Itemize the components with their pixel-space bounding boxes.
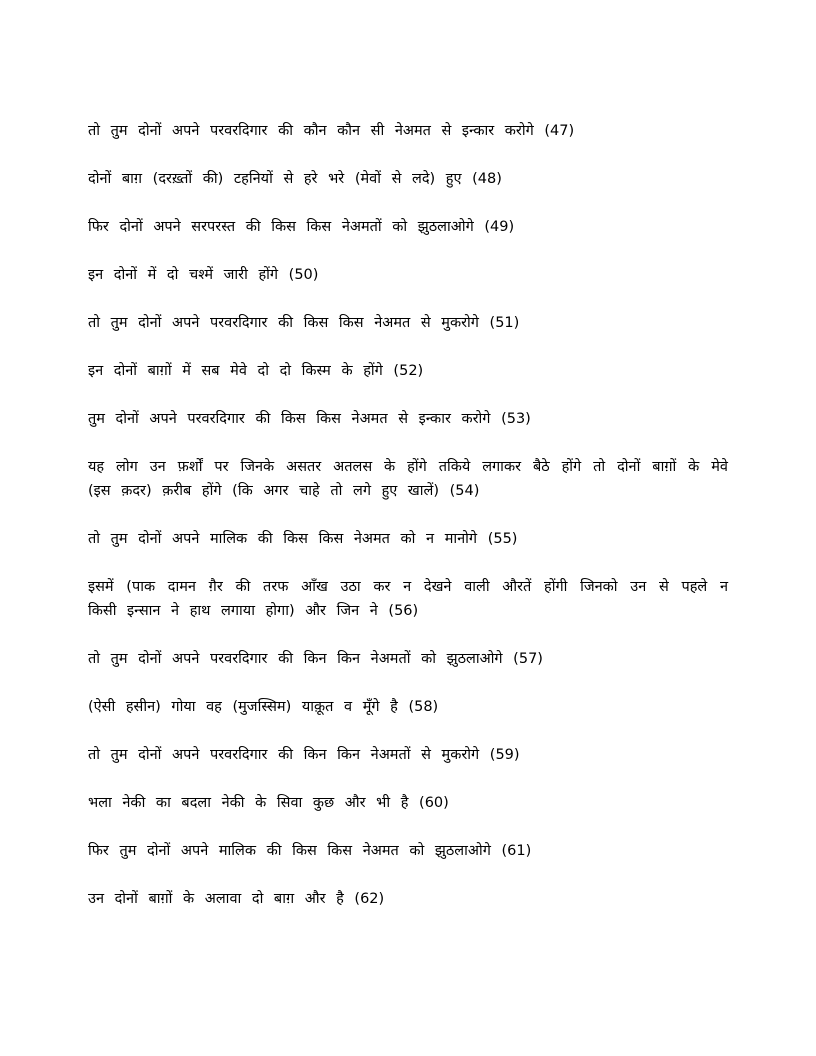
verse-53: तुम दोनों अपने परवरदिगार की किस किस नेअमत से इन्कार करोगे (53) — [88, 411, 531, 427]
verse-49: फिर दोनों अपने सरपरस्त की किस किस नेअमतों को झुठलाओगे (49) — [88, 219, 515, 235]
verse-55: तो तुम दोनों अपने मालिक की किस किस नेअमत को न मानोगे (55) — [88, 531, 518, 547]
verse-51: तो तुम दोनों अपने परवरदिगार की किस किस नेअमत से मुकरोगे (51) — [88, 315, 520, 331]
verse-58: (ऐसी हसीन) गोया वह (मुजस्सिम) याक़ूत व मूँगे है (58) — [88, 699, 439, 715]
verse-60: भला नेकी का बदला नेकी के सिवा कुछ और भी है (60) — [88, 795, 449, 811]
verse-50: इन दोनों में दो चश्में जारी होंगे (50) — [88, 267, 319, 283]
verse-48: दोनों बाग़ (दरख़्तों की) टहनियों से हरे भरे (मेवों से लदे) हुए (48) — [88, 171, 502, 187]
verse-56: इसमें (पाक दामन ग़ैर की तरफ आँख उठा कर न देखने वाली औरतें होंगी जिनको उन से पहले न किसी इन्सान ने हाथ लगाया होगा) और जिन ने (56) — [88, 579, 728, 619]
verse-61: फिर तुम दोनों अपने मालिक की किस किस नेअमत को झुठलाओगे (61) — [88, 843, 532, 859]
verse-list — [88, 119, 728, 911]
verse-57: तो तुम दोनों अपने परवरदिगार की किन किन नेअमतों को झुठलाओगे (57) — [88, 651, 543, 667]
verse-54: यह लोग उन फ़र्शों पर जिनके असतर अतलस के होंगे तकिये लगाकर बैठे होंगे तो दोनों बाग़ों के मेवे (इस क़दर) क़रीब होंगे (कि अगर चाहे तो लगे हुए खालें) (54) — [88, 459, 728, 499]
verse-52: इन दोनों बाग़ों में सब मेवे दो दो किस्म के होंगे (52) — [88, 363, 424, 379]
verse-59: तो तुम दोनों अपने परवरदिगार की किन किन नेअमतों से मुकरोगे (59) — [88, 747, 520, 763]
verse-62: उन दोनों बाग़ों के अलावा दो बाग़ और है (62) — [88, 891, 385, 907]
verse-47: तो तुम दोनों अपने परवरदिगार की कौन कौन सी नेअमत से इन्कार करोगे (47) — [88, 123, 575, 139]
